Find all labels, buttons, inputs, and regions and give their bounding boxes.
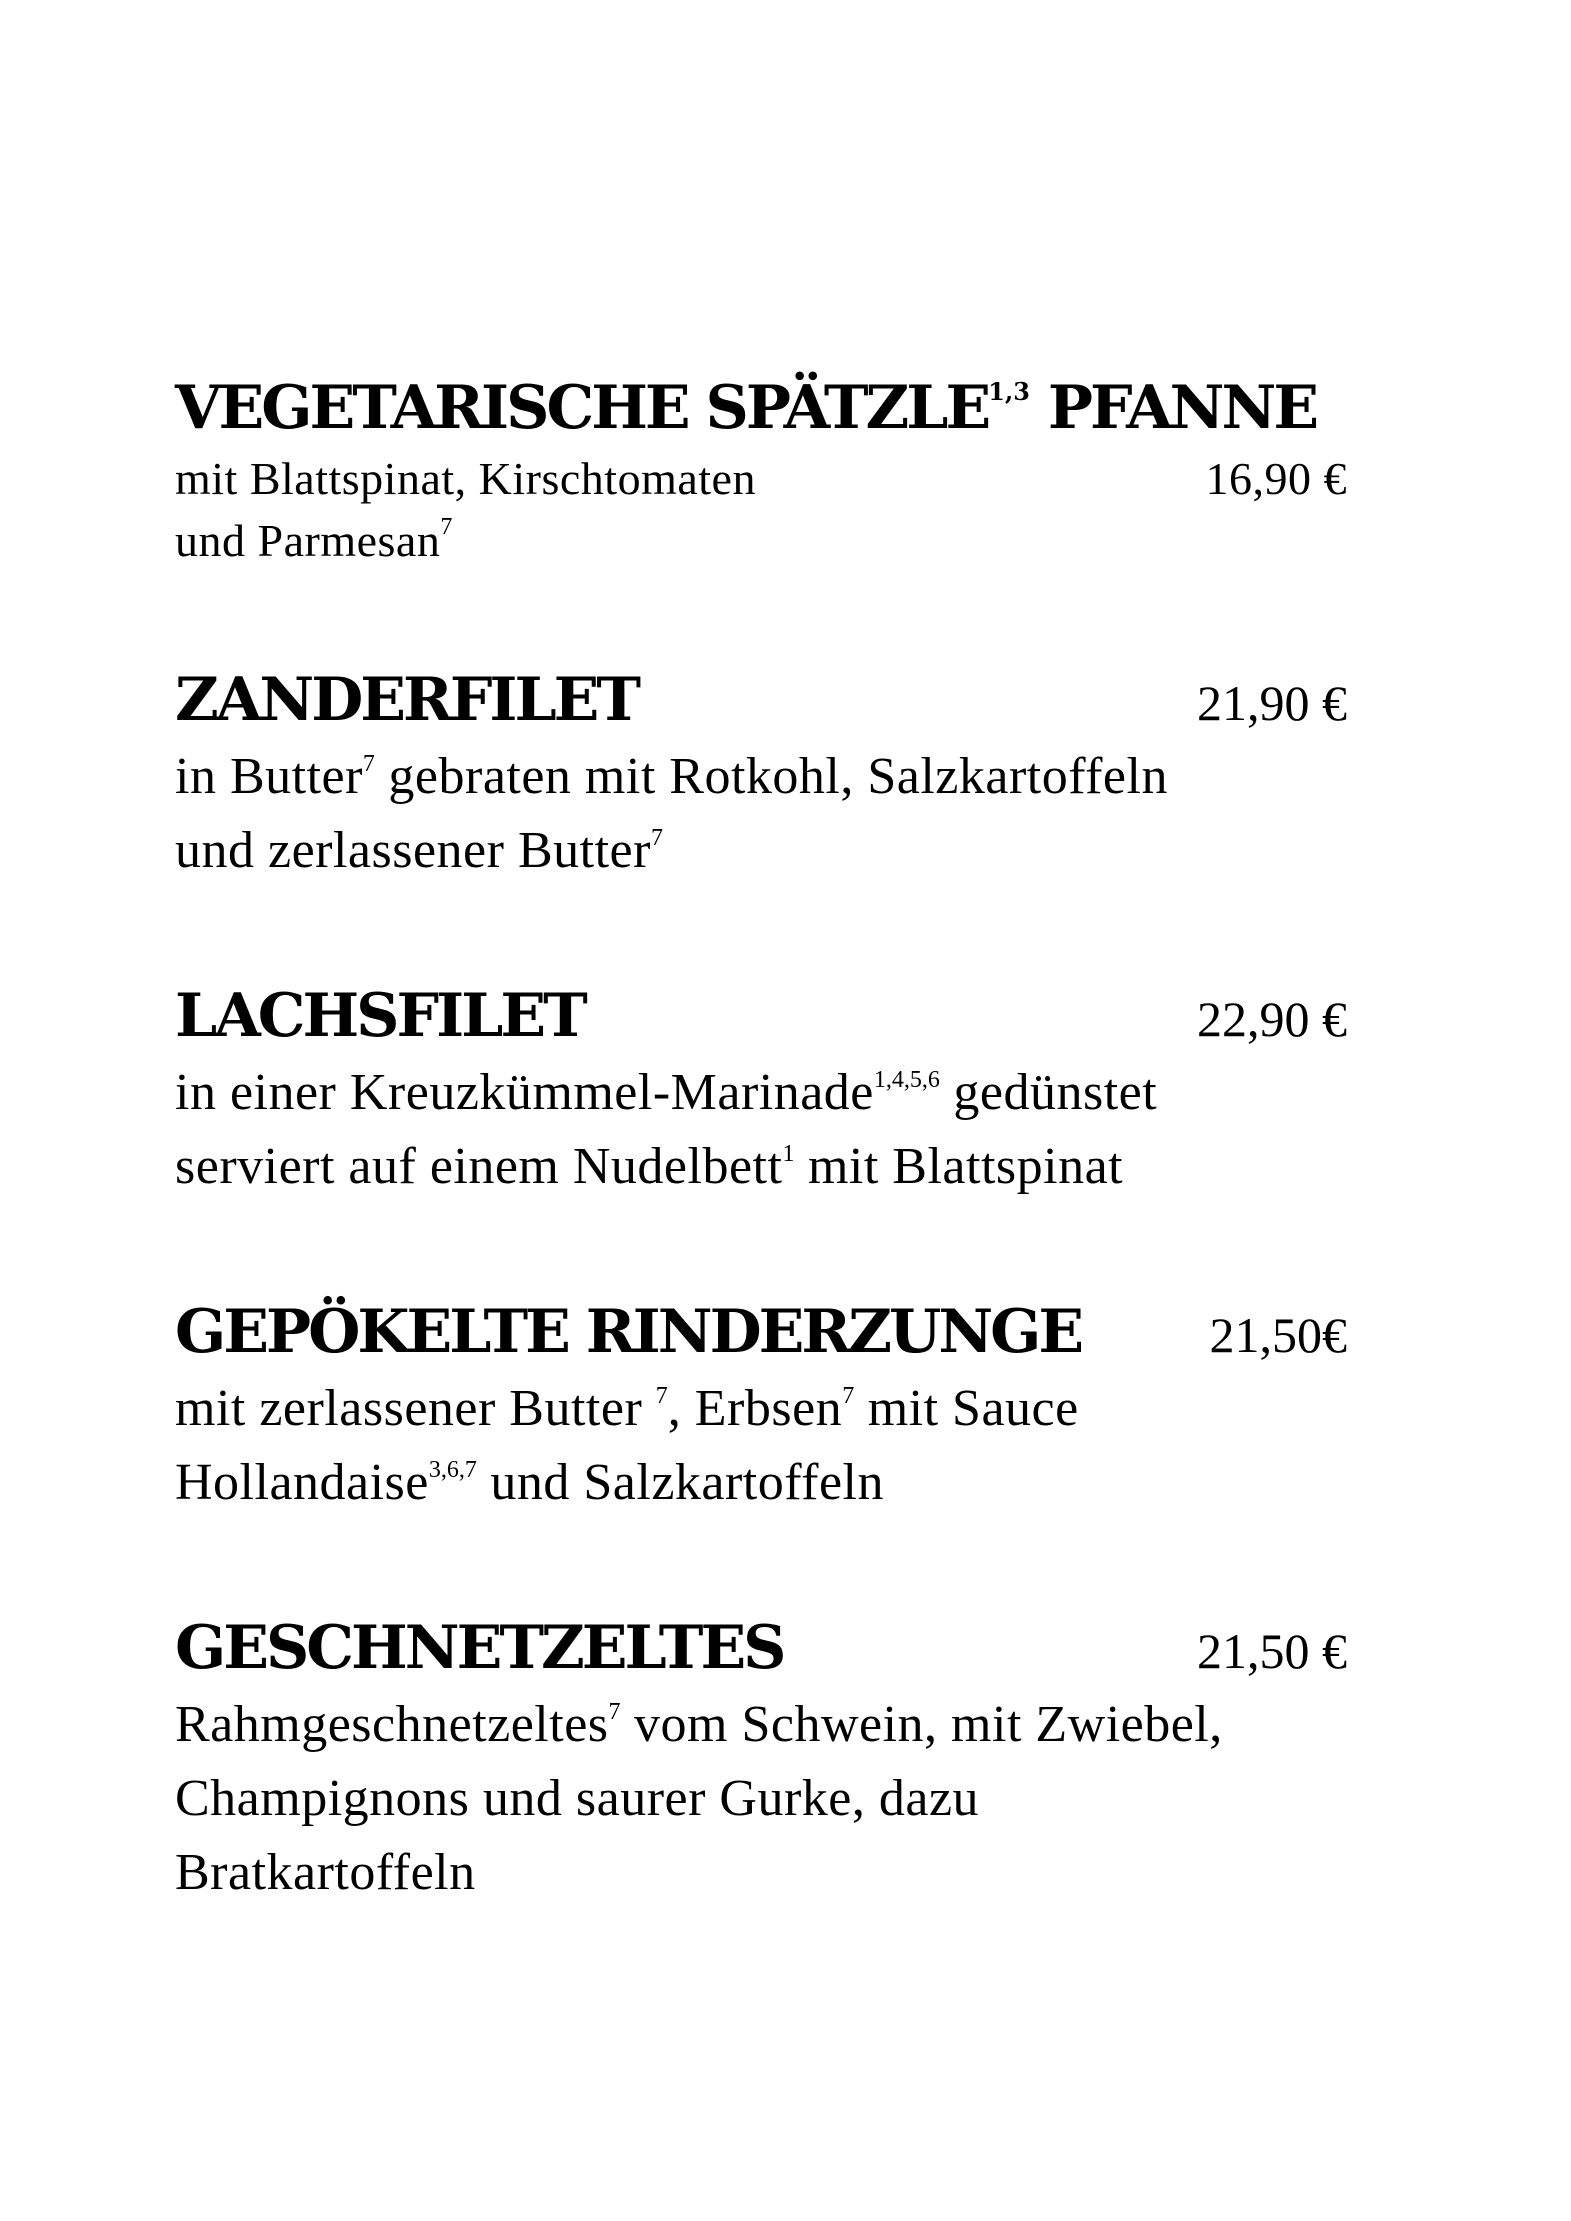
dish-price: 21,90 € xyxy=(1197,675,1347,731)
dish-description xyxy=(175,1056,1405,1204)
description-line: Champignons und saurer Gurke, dazu xyxy=(175,1770,980,1827)
description-line: serviert auf einem Nudelbett$^1$ mit Blattspinat xyxy=(175,1138,1124,1195)
allergen-note: 7 xyxy=(842,1383,855,1409)
menu-item-vegetarian-spaetzle xyxy=(175,368,1405,572)
dish-description xyxy=(175,1372,1405,1520)
dish-title: VEGETARISCHE SPÄTZLE$^{1,3}$ PFANNE xyxy=(175,373,1317,443)
description-line: in Butter$^7$ gebraten mit Rotkohl, Salzkartoffeln xyxy=(175,748,1168,805)
description-line: und zerlassener Butter$^7$ xyxy=(175,822,663,879)
allergen-note: 7 xyxy=(650,825,663,851)
menu-item-rinderzunge xyxy=(175,1292,1405,1520)
dish-description xyxy=(175,448,1405,572)
description-line: Hollandaise$^{3,6,7}$ und Salzkartoffeln xyxy=(175,1454,884,1511)
dish-title: GEPÖKELTE RINDERZUNGE xyxy=(175,1297,1082,1367)
dish-price: 16,90 € xyxy=(1205,453,1347,504)
menu-item-lachsfilet xyxy=(175,976,1405,1204)
dish-price: 21,50 € xyxy=(1197,1623,1347,1679)
allergen-note: 7 xyxy=(362,751,375,777)
allergen-note: 7 xyxy=(440,514,453,540)
dish-price: 22,90 € xyxy=(1197,991,1347,1047)
menu-item-zanderfilet xyxy=(175,660,1405,888)
dish-price: 21,50€ xyxy=(1209,1307,1347,1363)
allergen-note: 3,6,7 xyxy=(428,1457,477,1483)
menu-item-geschnetzeltes xyxy=(175,1608,1405,1910)
dish-description xyxy=(175,1688,1405,1910)
allergen-note: 1,3 xyxy=(988,377,1030,406)
description-line: und Parmesan$^7$ xyxy=(175,514,453,566)
dish-title: ZANDERFILET xyxy=(175,665,639,735)
allergen-note: 1,4,5,6 xyxy=(873,1067,940,1093)
allergen-note: 7 xyxy=(655,1383,668,1409)
dish-title: LACHSFILET xyxy=(175,981,585,1051)
allergen-note: 7 xyxy=(608,1699,621,1725)
description-line: in einer Kreuzkümmel-Marinade$^{1,4,5,6}$ gedünstet xyxy=(175,1064,1158,1121)
dish-description xyxy=(175,740,1405,888)
description-line: mit Blattspinat, Kirschtomaten xyxy=(175,453,756,504)
description-line: Bratkartoffeln xyxy=(175,1844,476,1901)
description-line: Rahmgeschnetzeltes$^7$ vom Schwein, mit Zwiebel, xyxy=(175,1696,1223,1753)
menu-page xyxy=(175,368,1405,1910)
allergen-note: 1 xyxy=(782,1141,795,1167)
description-line: mit zerlassener Butter $^7$, Erbsen$^7$ mit Sauce xyxy=(175,1380,1079,1437)
dish-title: GESCHNETZELTES xyxy=(175,1613,784,1683)
